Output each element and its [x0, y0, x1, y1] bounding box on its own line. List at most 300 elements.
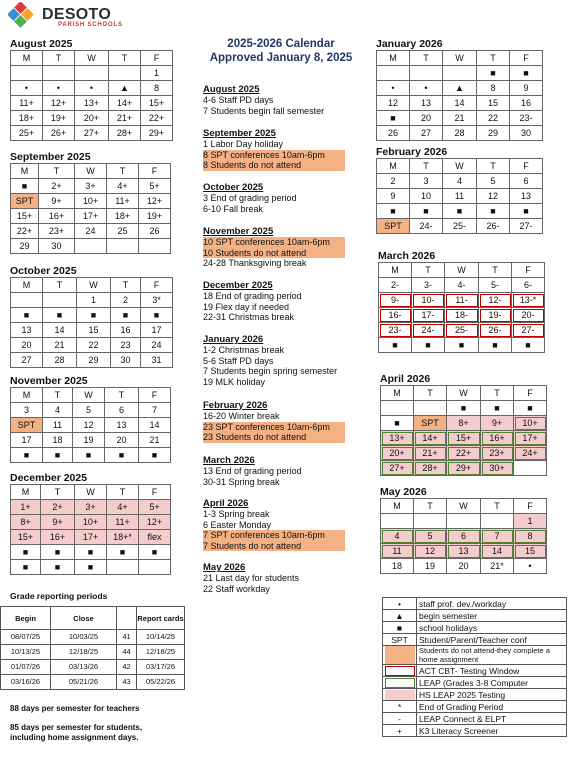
weekday-header: T [39, 164, 75, 179]
weekday-header: T [107, 485, 139, 500]
event-month-heading: August 2025 [203, 84, 260, 95]
day-cell: 12 [73, 418, 105, 433]
legend-text: Student/Parent/Teacher conf [417, 634, 567, 646]
month-title: April 2026 [380, 373, 431, 385]
week-row [377, 96, 543, 111]
day-cell: 8 [141, 81, 173, 96]
day-cell: 13 [447, 544, 481, 559]
event-block [203, 562, 353, 594]
day-cell: 17+ [75, 530, 107, 545]
day-cell [107, 239, 139, 254]
day-cell: • [514, 559, 547, 574]
day-cell [443, 66, 477, 81]
grading-header-cell: Close [51, 607, 117, 630]
day-cell: SPT [11, 418, 43, 433]
grading-cell: 10/13/25 [1, 645, 51, 660]
day-cell: 10+ [75, 194, 107, 209]
day-cell: 6 [447, 529, 481, 544]
weekday-header: T [107, 164, 139, 179]
weekday-header: W [443, 159, 477, 174]
week-row [11, 126, 173, 141]
week-row [381, 544, 547, 559]
day-cell: ■ [75, 545, 107, 560]
day-cell: 7 [139, 403, 171, 418]
day-cell: 20+ [381, 446, 414, 461]
legend-symbol: ■ [383, 622, 417, 634]
day-cell: 11 [381, 544, 414, 559]
grading-cell: 41 [117, 630, 137, 645]
day-cell: 9- [379, 293, 412, 308]
event-line-highlighted: 10 SPT conferences 10am-6pm [203, 237, 345, 248]
legend-row [383, 665, 567, 677]
legend-swatch-pink [385, 690, 415, 700]
weekday-header: F [510, 51, 543, 66]
day-cell: 15+ [447, 431, 481, 446]
day-cell: 9 [377, 189, 410, 204]
day-cell [414, 514, 447, 529]
day-cell: 27- [510, 219, 543, 234]
day-cell: 9+ [481, 416, 514, 431]
weekday-header: M [381, 386, 414, 401]
day-cell: 5 [73, 403, 105, 418]
month-title: March 2026 [378, 250, 436, 262]
week-row [11, 403, 171, 418]
legend-row [383, 598, 567, 610]
calendar-approval-line: Approved January 8, 2025 [209, 52, 353, 64]
legend-swatch [383, 677, 417, 689]
event-month-heading: December 2025 [203, 280, 273, 291]
grading-cell: 10/03/25 [51, 630, 117, 645]
day-cell: 12 [377, 96, 410, 111]
day-cell: • [11, 81, 43, 96]
day-cell: 15 [77, 323, 111, 338]
day-cell [377, 66, 410, 81]
week-row [377, 126, 543, 141]
weekday-header: T [105, 388, 139, 403]
event-line-highlighted: 23 Students do not attend [203, 432, 345, 443]
month-sep [10, 151, 171, 254]
day-cell: 26- [479, 323, 512, 338]
day-cell: 23+ [481, 446, 514, 461]
day-cell: 8+ [447, 416, 481, 431]
weekday-header: M [377, 51, 410, 66]
weekday-header: W [443, 51, 477, 66]
week-row [11, 194, 171, 209]
legend-row [383, 701, 567, 713]
event-month-heading: April 2026 [203, 498, 249, 509]
day-cell: ▲ [443, 81, 477, 96]
grading-row [1, 645, 185, 660]
week-row [381, 559, 547, 574]
week-row [11, 111, 173, 126]
weekday-header-row [381, 386, 547, 401]
day-cell: ■ [11, 448, 43, 463]
day-cell [43, 293, 77, 308]
weekday-header: F [139, 388, 171, 403]
day-cell: 28+ [414, 461, 447, 476]
legend-row [383, 689, 567, 701]
weekday-header: M [11, 485, 41, 500]
week-row [11, 224, 171, 239]
day-cell: 19 [414, 559, 447, 574]
day-cell: 16 [510, 96, 543, 111]
week-row [381, 401, 547, 416]
grading-header-cell: Report cards [137, 607, 185, 630]
day-cell: ■ [77, 308, 111, 323]
grading-row [1, 675, 185, 690]
legend-text: K3 Literacy Screener [417, 725, 567, 737]
day-cell: 3- [412, 278, 445, 293]
event-block [203, 182, 353, 214]
month-grid [376, 50, 543, 141]
week-row [11, 96, 173, 111]
day-cell: 22+ [11, 224, 39, 239]
day-cell: 15 [477, 96, 510, 111]
calendar-title [186, 37, 376, 65]
day-cell: 13-* [512, 293, 545, 308]
grading-header-row [1, 607, 185, 630]
event-block [203, 280, 353, 323]
weekday-header: T [414, 499, 447, 514]
event-block [203, 455, 353, 487]
day-cell [75, 66, 109, 81]
day-cell: 14 [443, 96, 477, 111]
day-cell: 23 [111, 338, 141, 353]
day-cell: 1 [77, 293, 111, 308]
event-month-heading: May 2026 [203, 562, 246, 573]
day-cell: 5- [479, 278, 512, 293]
day-cell: 11+ [107, 515, 139, 530]
legend-symbol: + [383, 725, 417, 737]
month-grid [10, 50, 173, 141]
day-cell: ■ [412, 338, 445, 353]
day-cell: ■ [139, 448, 171, 463]
event-month-heading: September 2025 [203, 128, 276, 139]
grading-cell: 44 [117, 645, 137, 660]
day-cell: 24 [75, 224, 107, 239]
day-cell [107, 560, 139, 575]
weekday-header-row [11, 278, 173, 293]
calendar-title-line: 2025-2026 Calendar [227, 38, 335, 50]
day-cell: ■ [107, 545, 139, 560]
day-cell [43, 66, 75, 81]
weekday-header: T [477, 159, 510, 174]
weekday-header: W [75, 485, 107, 500]
event-line-highlighted: 10 Students do not attend [203, 248, 345, 259]
day-cell: 3 [11, 403, 43, 418]
legend-row [383, 713, 567, 725]
day-cell: 2+ [41, 500, 75, 515]
weekday-header: T [479, 263, 512, 278]
day-cell: 22+ [447, 446, 481, 461]
day-cell: 19+ [43, 111, 75, 126]
day-cell: 8+ [11, 515, 41, 530]
district-logo [8, 2, 148, 32]
day-cell: ■ [41, 545, 75, 560]
day-cell [514, 461, 547, 476]
week-row [11, 81, 173, 96]
day-cell: 24 [141, 338, 173, 353]
day-cell: 15+ [11, 530, 41, 545]
week-row [11, 433, 171, 448]
day-cell: 18 [381, 559, 414, 574]
day-cell: ■ [43, 308, 77, 323]
day-cell: 23+ [39, 224, 75, 239]
week-row [381, 431, 547, 446]
day-cell: ■ [481, 401, 514, 416]
day-cell: 19 [73, 433, 105, 448]
week-row [379, 278, 545, 293]
day-cell: 3+ [75, 179, 107, 194]
day-cell: 21+ [109, 111, 141, 126]
day-cell: ■ [141, 308, 173, 323]
week-row [11, 239, 171, 254]
day-cell: 3* [141, 293, 173, 308]
day-cell: 21 [139, 433, 171, 448]
week-row [11, 515, 171, 530]
grading-row [1, 660, 185, 675]
day-cell: 16 [111, 323, 141, 338]
day-cell: SPT [414, 416, 447, 431]
day-cell: 23- [379, 323, 412, 338]
day-cell: 12 [414, 544, 447, 559]
day-cell: 28+ [109, 126, 141, 141]
day-cell: 20+ [75, 111, 109, 126]
weekday-header: T [410, 159, 443, 174]
day-cell: ■ [514, 401, 547, 416]
day-cell: 29 [11, 239, 39, 254]
month-title: September 2025 [10, 151, 91, 163]
month-grid [380, 498, 547, 574]
month-oct [10, 265, 173, 368]
day-cell: 8 [514, 529, 547, 544]
grading-cell: 03/13/26 [51, 660, 117, 675]
month-grid [10, 484, 171, 575]
weekday-header: M [11, 388, 43, 403]
logo-name: DESOTO [42, 6, 112, 23]
day-cell: 30+ [481, 461, 514, 476]
week-row [381, 446, 547, 461]
day-cell: 21* [481, 559, 514, 574]
month-title: January 2026 [376, 38, 443, 50]
week-row [11, 179, 171, 194]
day-cell: 11 [43, 418, 73, 433]
event-line: 1-3 Spring break [203, 509, 270, 519]
week-row [381, 461, 547, 476]
day-cell: 10+ [514, 416, 547, 431]
day-cell: 6 [105, 403, 139, 418]
day-cell: 21+ [414, 446, 447, 461]
day-cell: 17- [412, 308, 445, 323]
event-line: 1-2 Christmas break [203, 345, 285, 355]
day-cell [75, 239, 107, 254]
day-cell: 2- [379, 278, 412, 293]
event-line: 21 Last day for students [203, 573, 300, 583]
legend-row [383, 725, 567, 737]
event-line: 18 End of grading period [203, 291, 302, 301]
weekday-header: W [75, 164, 107, 179]
weekday-header: W [75, 51, 109, 66]
legend-swatch-green [385, 678, 415, 688]
weekday-header: F [139, 485, 171, 500]
event-block [203, 334, 353, 387]
week-row [11, 545, 171, 560]
day-cell: 4+ [107, 179, 139, 194]
week-row [381, 529, 547, 544]
day-cell: 20 [447, 559, 481, 574]
teacher-days-note: 88 days per semester for teachers [10, 704, 140, 713]
weekday-header: W [73, 388, 105, 403]
month-apr [380, 373, 547, 476]
day-cell: ■ [377, 204, 410, 219]
week-row [377, 189, 543, 204]
day-cell: ■ [479, 338, 512, 353]
day-cell: 1+ [11, 500, 41, 515]
day-cell: 13 [510, 189, 543, 204]
month-grid [10, 387, 171, 463]
day-cell: ■ [477, 66, 510, 81]
event-block [203, 498, 353, 551]
day-cell: 11 [443, 189, 477, 204]
weekday-header: T [410, 51, 443, 66]
week-row [377, 81, 543, 96]
weekday-header-row [381, 499, 547, 514]
day-cell: 2 [111, 293, 141, 308]
legend-swatch [383, 665, 417, 677]
weekday-header: F [514, 499, 547, 514]
day-cell: SPT [11, 194, 39, 209]
week-row [11, 448, 171, 463]
week-row [11, 530, 171, 545]
week-row [381, 416, 547, 431]
weekday-header-row [11, 485, 171, 500]
student-days-note: 85 days per semester for students, including home assignment days. [10, 723, 143, 742]
day-cell: 13 [410, 96, 443, 111]
event-line: 5-6 Staff PD days [203, 355, 274, 366]
day-cell: 22+ [141, 111, 173, 126]
day-cell: 10- [412, 293, 445, 308]
day-cell: 27- [512, 323, 545, 338]
legend-swatch-orange [385, 646, 415, 664]
day-cell: 26- [477, 219, 510, 234]
day-cell: 9+ [39, 194, 75, 209]
event-line-highlighted: 23 SPT conferences 10am-6pm [203, 422, 345, 433]
day-cell: 11+ [107, 194, 139, 209]
weekday-header-row [377, 51, 543, 66]
month-mar [378, 250, 545, 353]
month-aug [10, 38, 173, 141]
week-row [381, 514, 547, 529]
day-cell: 6 [510, 174, 543, 189]
month-grid [376, 158, 543, 234]
day-cell: ■ [111, 308, 141, 323]
day-cell [481, 514, 514, 529]
weekday-header: T [109, 51, 141, 66]
week-row [377, 111, 543, 126]
day-cell: 28 [43, 353, 77, 368]
legend-symbol: • [383, 598, 417, 610]
weekday-header: F [141, 51, 173, 66]
day-cell: 12+ [43, 96, 75, 111]
day-cell: 20 [410, 111, 443, 126]
event-line: 16-20 Winter break [203, 411, 280, 421]
event-line: 22-31 Christmas break [203, 312, 295, 322]
day-cell: ■ [105, 448, 139, 463]
day-cell [410, 66, 443, 81]
day-cell: 14+ [109, 96, 141, 111]
day-cell: 13 [105, 418, 139, 433]
day-cell: 15+ [141, 96, 173, 111]
day-cell [139, 560, 171, 575]
logo-subtitle: PARISH SCHOOLS [58, 22, 123, 28]
weekday-header: T [477, 51, 510, 66]
event-block [203, 84, 353, 116]
day-cell: 27 [11, 353, 43, 368]
week-row [377, 219, 543, 234]
legend-text: ACT CBT- Testing Window [417, 665, 567, 677]
week-row [377, 174, 543, 189]
event-block [203, 226, 353, 269]
day-cell: 4 [443, 174, 477, 189]
legend-row [383, 634, 567, 646]
day-cell: 10 [410, 189, 443, 204]
day-cell: 18+ [107, 209, 139, 224]
legend-text: school holidays [417, 622, 567, 634]
day-cell: 4- [445, 278, 479, 293]
grading-header-cell: Begin [1, 607, 51, 630]
weekday-header: T [111, 278, 141, 293]
day-cell: ■ [11, 545, 41, 560]
day-cell: ■ [510, 66, 543, 81]
day-cell: 25 [107, 224, 139, 239]
weekday-header: T [43, 51, 75, 66]
day-cell: flex [139, 530, 171, 545]
day-cell: SPT [377, 219, 410, 234]
day-cell: 5 [414, 529, 447, 544]
day-cell: 16- [379, 308, 412, 323]
grading-title: Grade reporting periods [10, 591, 108, 601]
day-cell: 14 [139, 418, 171, 433]
day-cell: 21 [43, 338, 77, 353]
day-cell: 17+ [514, 431, 547, 446]
day-cell: 27+ [75, 126, 109, 141]
day-cell: ■ [447, 401, 481, 416]
day-cell: ■ [381, 416, 414, 431]
month-grid [378, 262, 545, 353]
legend-text: LEAP Connect & ELPT [417, 713, 567, 725]
month-grid [10, 277, 173, 368]
event-line: 19 MLK holiday [203, 376, 266, 387]
day-cell: 26+ [43, 126, 75, 141]
event-line: 6-10 Fall break [203, 203, 264, 214]
day-cell: ■ [11, 560, 41, 575]
day-cell: ■ [379, 338, 412, 353]
day-cell: ■ [445, 338, 479, 353]
day-cell: 13+ [75, 96, 109, 111]
legend-row [383, 622, 567, 634]
month-feb [376, 146, 543, 234]
day-cell: 27+ [381, 461, 414, 476]
day-cell: 12 [477, 189, 510, 204]
weekday-header: W [447, 499, 481, 514]
event-line: 7 Students begin spring semester [203, 366, 338, 376]
day-cell: ■ [410, 204, 443, 219]
week-row [11, 323, 173, 338]
legend-table [382, 597, 567, 737]
day-cell: 9+ [41, 515, 75, 530]
day-cell: 14 [43, 323, 77, 338]
day-cell: 18- [445, 308, 479, 323]
